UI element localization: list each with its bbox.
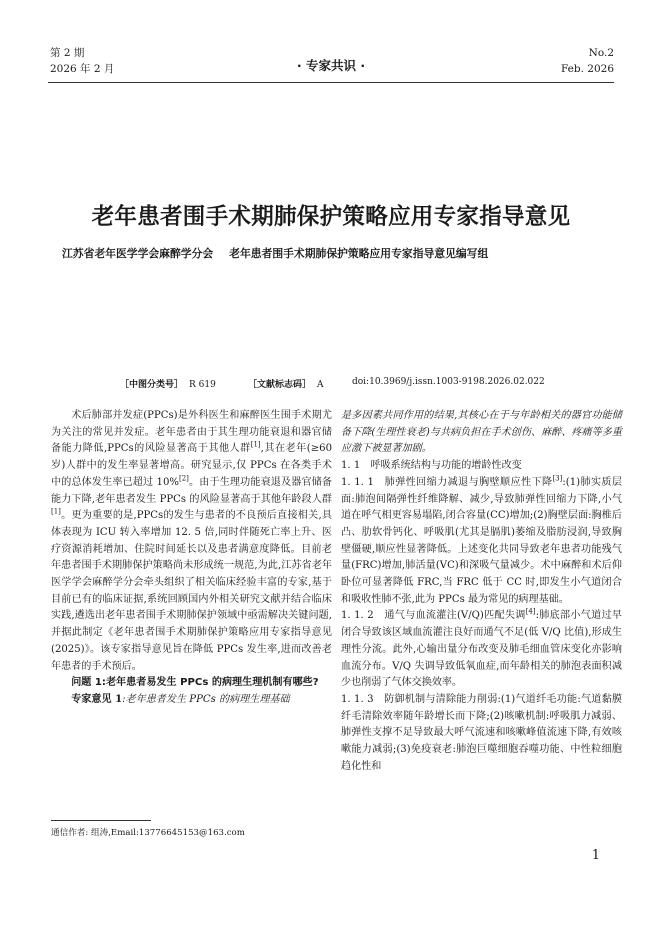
expert-opinion-label: 专家意见 1 [71,693,123,705]
document-code [248,377,324,390]
citation: [1] [250,441,261,450]
question-1-heading: 问题 1:老年患者易发生 PPCs 的病理生理机制有哪些? [71,677,319,689]
header-rule [48,82,614,83]
citation: [3] [552,474,563,483]
citation: [1] [51,507,61,516]
issue-number-cn: 第 2 期 [50,47,85,59]
clc-value: R 619 [189,380,216,390]
subsection-1-1-1: 1. 1. 1 肺弹性回缩力减退与胸壁顺应性下降[3]:(1)肺实质层面:肺泡间隔弹性纤维降解、减少,导致肺弹性回缩力下降,小气道在呼气相更容易塌陷,闭合容量(CC)增加;(2)胸壁层面:胸椎后凸、肋软骨钙化、呼吸肌(尤其是膈肌)萎缩及脂肪浸润,导致胸壁僵硬,顺应性显著降低。上述变化共同导致老年患者功能残气量(FRC)增加,肺活量(VC)和深吸气量减少。术中麻醉和术后仰卧位可显著降低 FRC,当 FRC 低于 CC 时,即发生小气道闭合和吸收性肺不张,此为 PPCs 最为常见的病理基础。 [341,474,622,605]
issue-date-cn: 2026 年 2 月 [50,63,115,75]
subsection-1-1-3: 1. 1. 3 防御机制与清除能力削弱:(1)气道纤毛功能:气道黏膜纤毛清除效率随年龄增长而下降;(2)咳嗽机制:呼吸肌力减弱、肺弹性支撑不足导致最大呼气流速和咳嗽峰值流速下降,有效咳嗽能力减弱;(3)免疫衰老:肺泡巨噬细胞吞噬功能、中性粒细胞趋化性和 [341,693,622,772]
doi: doi:10.3969/j.issn.1003-9198.2026.02.022 [352,377,545,387]
issue-number-en: No.2 [588,47,614,59]
running-header-right [561,45,614,77]
page-number: 1 [591,848,600,863]
subsection-1-1-2: 1. 1. 2 通气与血流灌注(V/Q)匹配失调[4]:肺底部小气道过早闭合导致该区域血流灌注良好而通气不足(低 V/Q 比值),形成生理性分流。此外,心输出量分布改变及肺毛细血管床变化亦影响血流分布。V/Q 失调导致低氧血症,而年龄相关的肺泡表面积减少也削弱了气体交换效率。 [341,608,622,689]
body-column-right [341,408,622,775]
corresponding-author-footnote: 通信作者: 组涛,Email:13776645153@163.com [51,828,245,838]
expert-opinion-1: 专家意见 1:老年患者发生 PPCs 的病理生理基础 [71,693,290,705]
article-title: 老年患者围手术期肺保护策略应用专家指导意见 [91,204,571,230]
citation: [2] [178,474,189,483]
author-line [62,246,488,261]
intro-paragraph: 术后肺部并发症(PPCs)是外科医生和麻醉医生围手术期尤为关注的常见并发症。老年患者由于其生理功能衰退和器官储备能力降低,PPCs的风险显著高于其他人群[1],其在老年(≥60 岁)人群中的发生率显著增高。研究显示,仅 PPCs 在各类手术中的总体发生率已超过 10%[2]。由于生理功能衰退及器官储备能力下降,老年患者发生 PPCs 的风险显著高于其他年龄段人群[1]。更为重要的是,PPCs的发生与患者的不良预后直接相关,具体表现为 ICU 转入率增加 12. 5 倍,同时伴随死亡率上升、医疗资源消耗增加、住院时间延长以及患者满意度降低。目前老年患者围手术期肺保护策略尚未形成统一规范,为此,江苏省老年医学学会麻醉学分会牵头组织了相关临床经验丰富的专家,基于目前已有的临床证据,系统回顾国内外相关研究文献并结合临床实践,遴选出老年患者围手术期肺保护领域中亟需解决关键问题,并据此制定《老年患者围手术期肺保护策略应用专家指导意见(2025)》。该专家指导意见旨在降低 PPCs 发生率,进而改善老年患者的手术预后。 [51,410,332,672]
clc-number [120,377,216,390]
opinion-continuation: 是多因素共同作用的结果,其核心在于与年龄相关的器官功能储备下降(生理性衰老)与共病负担在手术创伤、麻醉、疼痛等多重应激下被显著加剧。 [341,410,622,455]
subsection-heading: 1. 1. 3 防御机制与清除能力削弱 [341,693,498,705]
subsection-heading: 1. 1. 2 通气与血流灌注(V/Q)匹配失调 [341,610,526,622]
section-heading-1-1: 1. 1 呼吸系统结构与功能的增龄性改变 [341,460,522,472]
clc-label: ［中图分类号］ [120,380,184,390]
doc-code-label: ［文献标志码］ [248,380,312,390]
author-org-2: 老年患者围手术期肺保护策略应用专家指导意见编写组 [229,247,489,260]
citation: [4] [525,608,536,617]
subsection-heading: 1. 1. 1 肺弹性回缩力减退与胸壁顺应性下降 [341,476,553,488]
footnote-rule [51,820,151,821]
section-label: · 专家共识 · [296,58,366,73]
issue-date-en: Feb. 2026 [560,63,614,75]
author-org-1: 江苏省老年医学学会麻醉学分会 [62,247,214,260]
body-column-left [51,408,332,709]
doc-code-value: A [317,380,324,390]
